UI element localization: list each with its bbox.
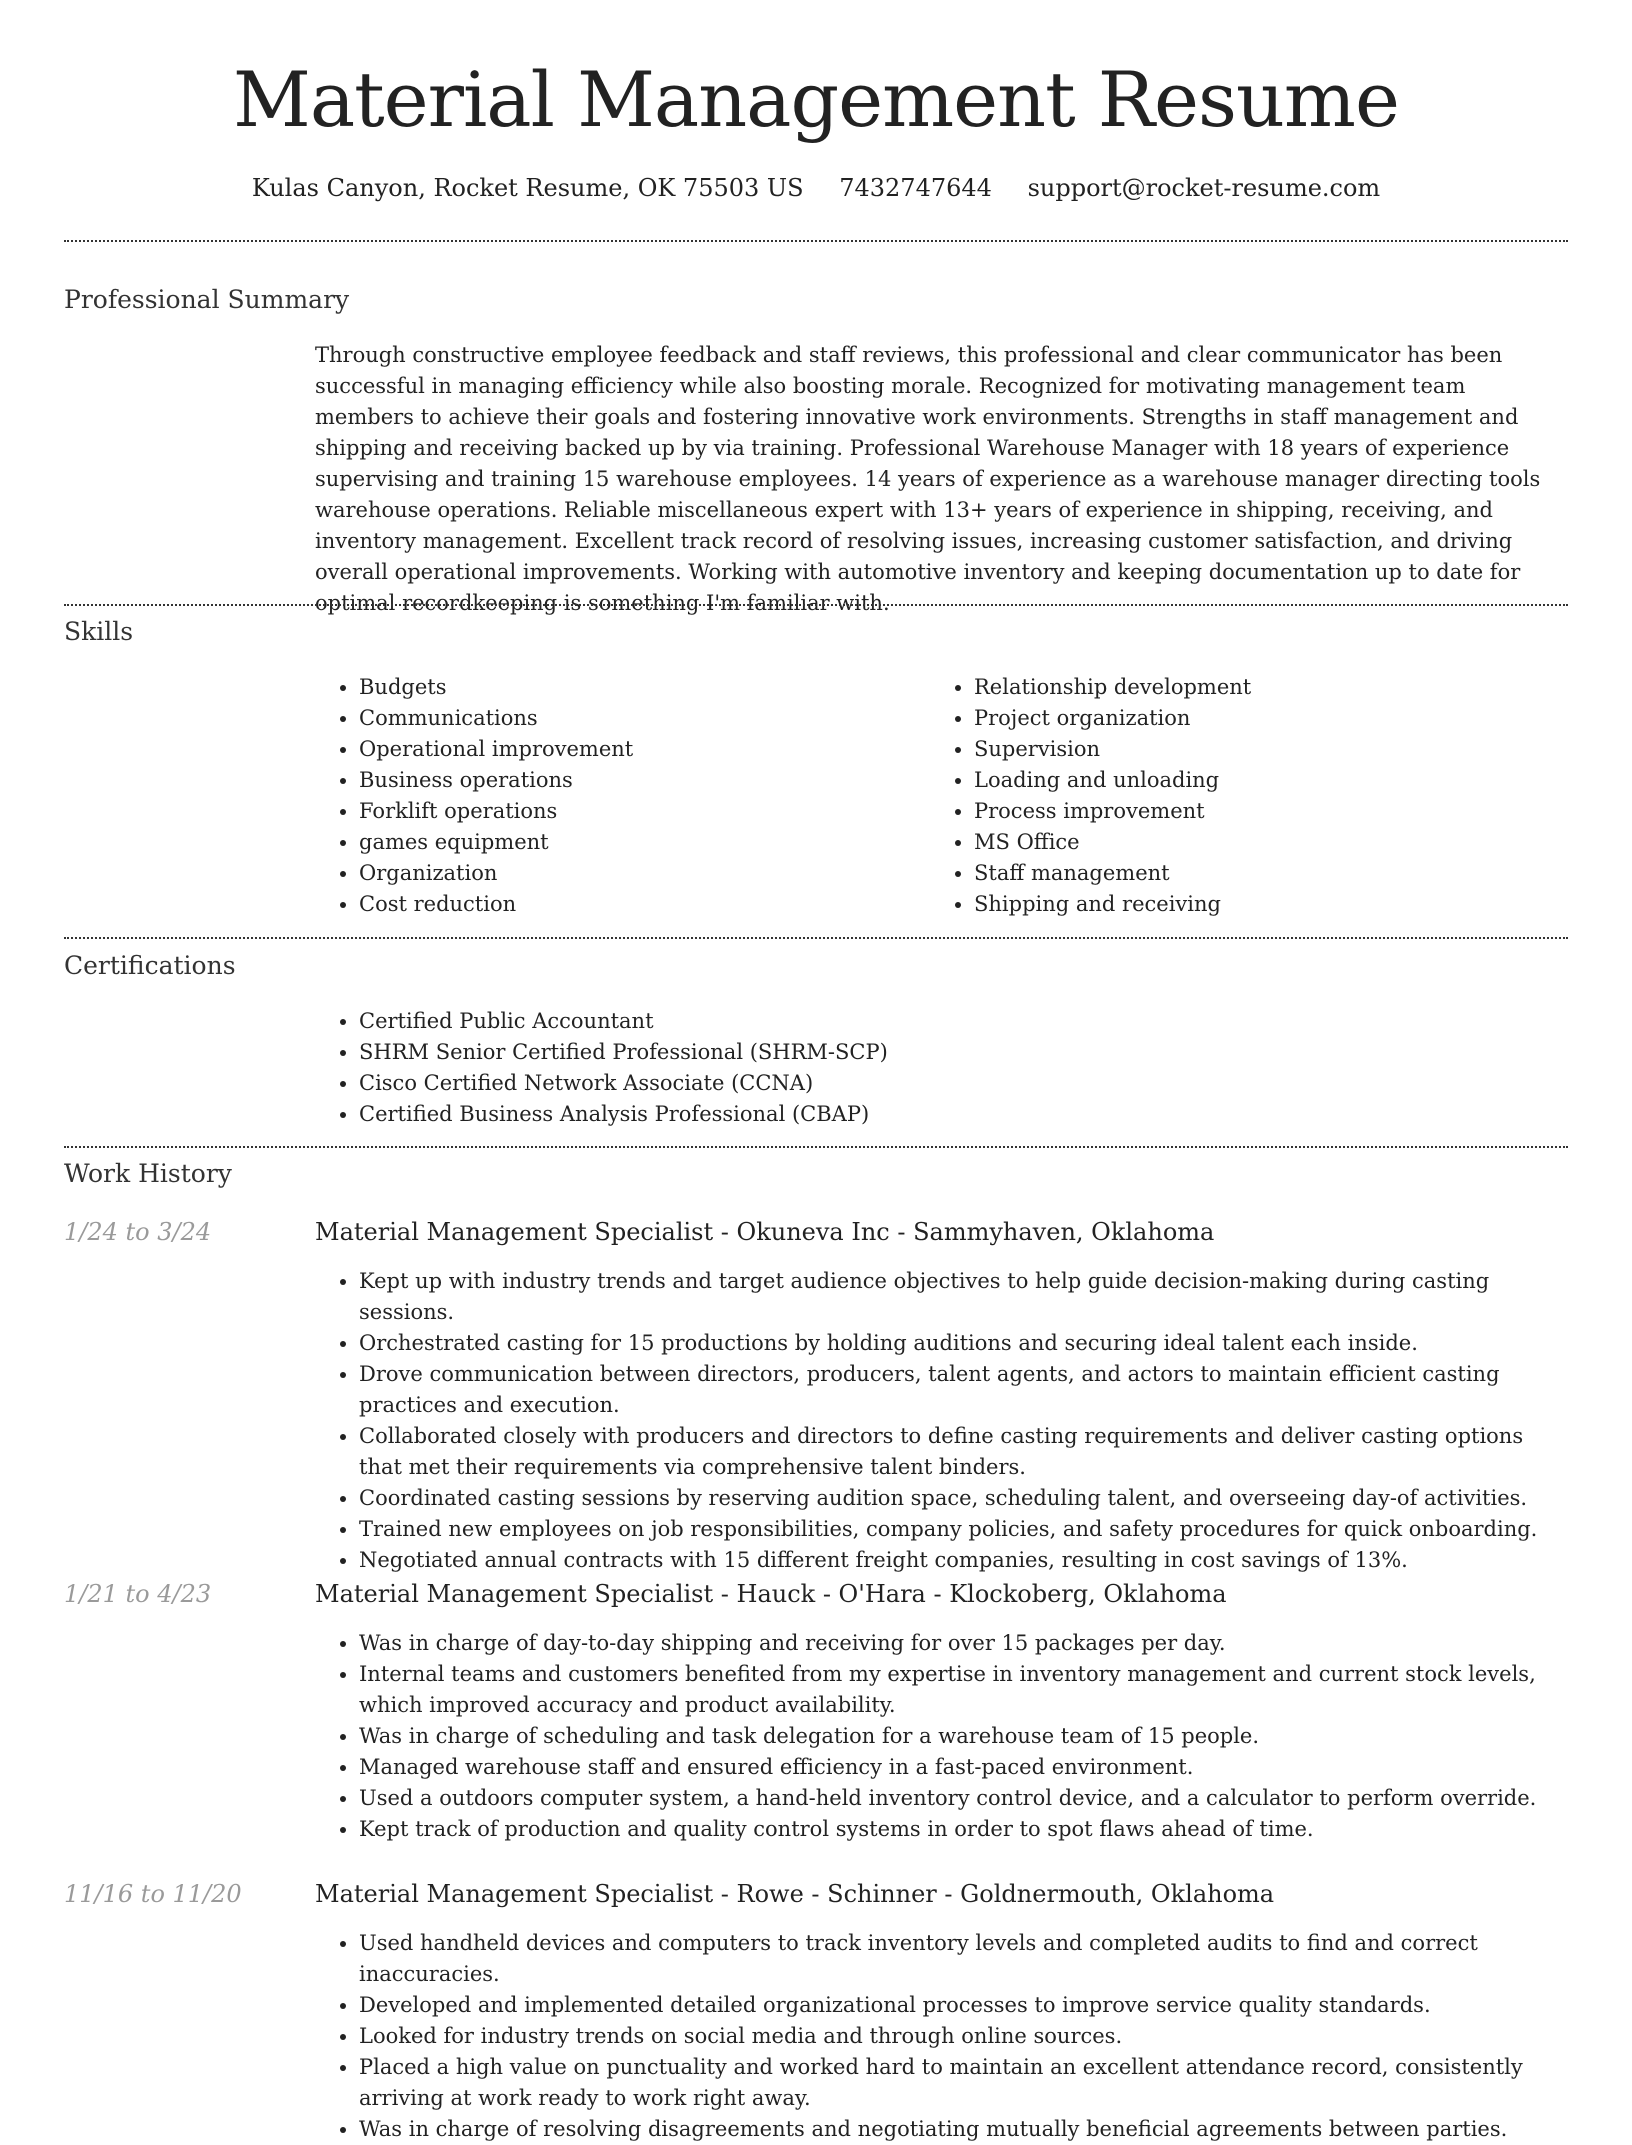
job-bullets [315,1266,1568,1576]
skill-item: • games equipment [359,827,930,858]
job-bullet: • Drove communication between directors, producers, talent agents, and actors to maintain efficient casting practices and execution. [359,1359,1568,1421]
job-bullet: • Looked for industry trends on social media and through online sources. [359,2021,1568,2052]
skill-item: • Organization [359,858,930,889]
job-bullet: • Kept up with industry trends and target audience objectives to help guide decision-making during casting sessions. [359,1266,1568,1328]
job-bullet: • Was in charge of resolving disagreements and negotiating mutually beneficial agreements between parties. [359,2114,1568,2145]
divider [64,1146,1568,1148]
section-heading-work-history: Work History [64,1159,232,1188]
certifications-section [315,1006,1568,1130]
skill-item: • Project organization [974,703,1545,734]
summary-section [315,340,1568,619]
job-bullet: • Orchestrated casting for 15 productions by holding auditions and securing ideal talent each inside. [359,1328,1568,1359]
section-heading-summary: Professional Summary [64,285,350,314]
skills-section [315,672,1568,920]
skill-item: • Shipping and receiving [974,889,1545,920]
certification-item: • SHRM Senior Certified Professional (SHRM-SCP) [359,1037,1568,1068]
job-title: Material Management Specialist - Rowe - Schinner - Goldnermouth, Oklahoma [315,1880,1275,1908]
resume-title: Material Management Resume [233,55,1399,144]
contact-address: Kulas Canyon, Rocket Resume, OK 75503 US [251,174,804,202]
job-bullet: • Trained new employees on job responsibilities, company policies, and safety procedures for quick onboarding. [359,1514,1568,1545]
job-bullet: • Kept track of production and quality control systems in order to spot flaws ahead of time. [359,1814,1568,1845]
skill-item: • Staff management [974,858,1545,889]
job-bullet: • Placed a high value on punctuality and worked hard to maintain an excellent attendance record, consistently arriving at work ready to work right away. [359,2052,1568,2114]
job-bullet: • Coordinated casting sessions by reserving audition space, scheduling talent, and overseeing day-of activities. [359,1483,1568,1514]
contact-email[interactable]: support@rocket-resume.com [1027,174,1381,202]
skill-item: • MS Office [974,827,1545,858]
section-heading-certifications: Certifications [64,951,236,980]
skill-item: • Business operations [359,765,930,796]
job-bullet: • Was in charge of day-to-day shipping and receiving for over 15 packages per day. [359,1628,1568,1659]
job-bullet: • Developed and implemented detailed organizational processes to improve service quality standards. [359,1990,1568,2021]
certification-item: • Certified Public Accountant [359,1006,1568,1037]
skill-item: • Relationship development [974,672,1545,703]
job-bullet: • Was in charge of scheduling and task delegation for a warehouse team of 15 people. [359,1721,1568,1752]
job-bullet: • Internal teams and customers benefited from my expertise in inventory management and current stock levels, which improved accuracy and product availability. [359,1659,1568,1721]
job-dates: 1/24 to 3/24 [64,1218,212,1246]
job-title: Material Management Specialist - Okuneva Inc - Sammyhaven, Oklahoma [315,1218,1215,1246]
skills-column-right [930,672,1545,920]
divider [64,240,1568,242]
certification-item: • Cisco Certified Network Associate (CCNA) [359,1068,1568,1099]
divider [64,937,1568,939]
job-bullet: • Negotiated annual contracts with 15 different freight companies, resulting in cost savings of 13%. [359,1545,1568,1576]
job-bullet: • Used a outdoors computer system, a hand-held inventory control device, and a calculator to perform override. [359,1783,1568,1814]
contact-line [64,168,1568,208]
job-bullet: • Collaborated closely with producers and directors to define casting requirements and deliver casting options that met their requirements via comprehensive talent binders. [359,1421,1568,1483]
job-dates: 11/16 to 11/20 [64,1880,242,1908]
skill-item: • Forklift operations [359,796,930,827]
job-dates: 1/21 to 4/23 [64,1580,212,1608]
skills-column-left [315,672,930,920]
skill-item: • Budgets [359,672,930,703]
summary-text: Through constructive employee feedback and staff reviews, this professional and clear communicator has been successful in managing efficiency while also boosting morale. Recognized for motivating management team members to achieve their goals and fostering innovative work environments. Strengths in staff management and shipping and receiving backed up by via training. Professional Warehouse Manager with 18 years of experience supervising and training 15 warehouse employees. 14 years of experience as a warehouse manager directing tools warehouse operations. Reliable miscellaneous expert with 13+ years of experience in shipping, receiving, and inventory management. Excellent track record of resolving issues, increasing customer satisfaction, and driving overall operational improvements. Working with automotive inventory and keeping documentation up to date for optimal recordkeeping is something I'm familiar with. [315,343,1541,615]
job-title: Material Management Specialist - Hauck - O'Hara - Klockoberg, Oklahoma [315,1580,1227,1608]
skill-item: • Process improvement [974,796,1545,827]
job-bullet: • Managed warehouse staff and ensured efficiency in a fast-paced environment. [359,1752,1568,1783]
skill-item: • Cost reduction [359,889,930,920]
certification-item: • Certified Business Analysis Professional (CBAP) [359,1099,1568,1130]
skill-item: • Communications [359,703,930,734]
job-bullets [315,1628,1568,1845]
skill-item: • Supervision [974,734,1545,765]
section-heading-skills: Skills [64,617,134,646]
job-bullet: • Used handheld devices and computers to track inventory levels and completed audits to find and correct inaccuracies. [359,1928,1568,1990]
skill-item: • Loading and unloading [974,765,1545,796]
contact-phone: 7432747644 [839,174,992,202]
divider [64,604,1568,606]
skill-item: • Operational improvement [359,734,930,765]
job-bullets [315,1928,1568,2145]
